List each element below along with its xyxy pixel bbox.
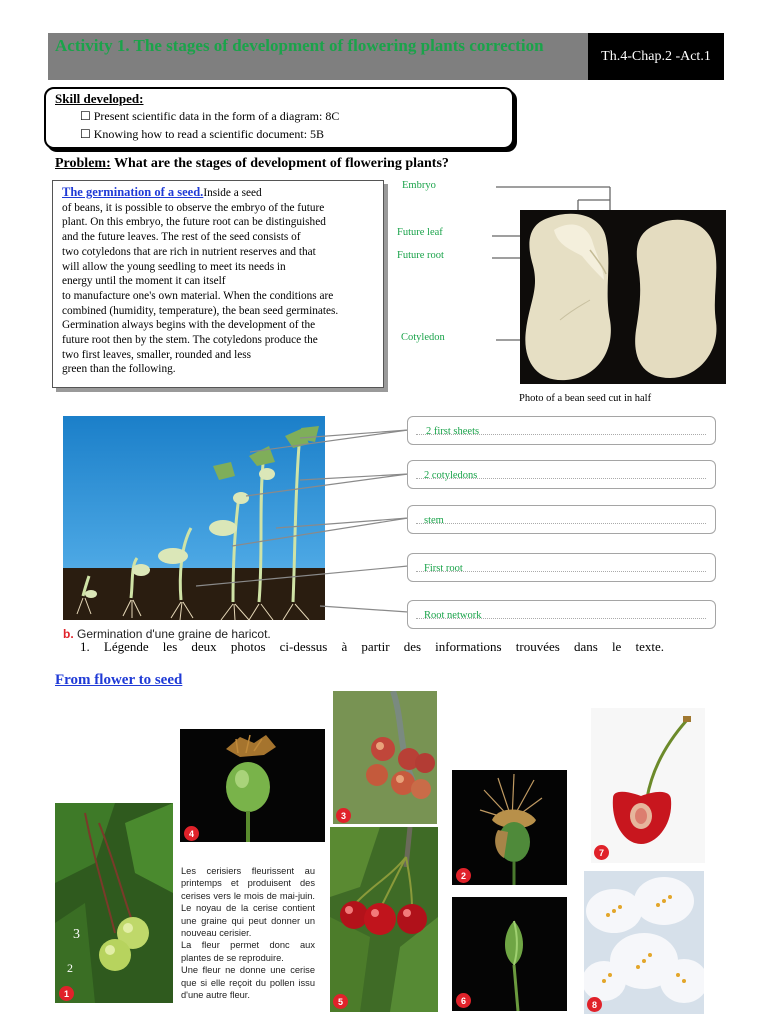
- problem-question: What are the stages of development of flowering plants?: [110, 156, 449, 171]
- photo-green-cherries: [55, 803, 173, 1003]
- problem-label: Problem:: [55, 156, 111, 171]
- germination-line: will allow the young seedling to meet its needs in: [62, 260, 286, 273]
- bean-seed-photo: [520, 210, 726, 384]
- photo-number-badge: 2: [456, 868, 471, 883]
- answer-label: Root network: [424, 610, 482, 621]
- label-future-root: Future root: [397, 250, 444, 261]
- caption-text: Germination d'une graine de haricot.: [73, 627, 271, 641]
- caption-letter: b.: [63, 627, 74, 641]
- photo-number-badge: 1: [59, 986, 74, 1001]
- page-title: Activity 1. The stages of development of flowering plants correction: [55, 36, 544, 55]
- germination-line: Germination always begins with the development of the: [62, 319, 316, 332]
- skill-item: ☐ Knowing how to read a scientific document: 5B: [80, 127, 325, 141]
- photo-mark: 3: [73, 927, 80, 942]
- answer-box[interactable]: [407, 416, 716, 445]
- photo-red-cherries: [330, 827, 438, 1012]
- skills-title: Skill developed:: [55, 91, 144, 106]
- germination-title: The germination of a seed.: [62, 185, 204, 199]
- germination-line: future root then by the stem. The cotyledons produce the: [62, 334, 318, 347]
- answer-label: stem: [424, 515, 444, 526]
- photo-cut-cherry: [591, 708, 705, 863]
- instruction: 1. Légende les deux photos ci-dessus à partir des informations trouvées dans le texte.: [80, 639, 664, 654]
- photo-number-badge: 8: [587, 997, 602, 1012]
- photo-number-badge: 5: [333, 994, 348, 1009]
- photo-number-badge: 7: [594, 845, 609, 860]
- flower-paragraph: La fleur permet donc aux plantes de se reproduire.: [181, 940, 315, 963]
- bean-photo-caption: Photo of a bean seed cut in half: [519, 393, 652, 404]
- flower-text: [181, 865, 315, 1001]
- germination-line: combined (humidity, temperature), the bean seed germinates.: [62, 304, 339, 317]
- photo-number-badge: 4: [184, 826, 199, 841]
- answer-label: 2 first sheets: [426, 426, 480, 437]
- answer-box[interactable]: [407, 553, 716, 582]
- flower-paragraph: Les cerisiers fleurissent au printemps et produisent des cerises vers le mois de mai-juin. Le noyau de la cerise contient une graine qui peut donner un nouveau cerisier.: [181, 866, 315, 939]
- photo-white-blossoms: [584, 871, 704, 1014]
- germination-line: plant. On this embryo, the future root can be distinguished: [62, 216, 326, 229]
- answer-label: First root: [424, 563, 463, 574]
- answer-box[interactable]: [407, 505, 716, 534]
- photo-mark: 2: [67, 961, 73, 975]
- activity-code: Th.4-Chap.2 -Act.1: [588, 33, 724, 80]
- answer-box[interactable]: [407, 460, 716, 489]
- skill-item: ☐ Present scientific data in the form of a diagram: 8C: [80, 109, 340, 123]
- germination-line: green than the following.: [62, 363, 176, 376]
- section-title: From flower to seed: [55, 672, 183, 688]
- answer-box[interactable]: [407, 600, 716, 629]
- label-cotyledon: Cotyledon: [401, 332, 445, 343]
- germination-line: two cotyledons that are rich in nutrient reserves and that: [62, 245, 316, 258]
- photo-flower-buds: [333, 691, 437, 824]
- answer-label: 2 cotyledons: [424, 470, 478, 481]
- germination-line: two first leaves, smaller, rounded and less: [62, 348, 252, 361]
- photo-number-badge: 3: [336, 808, 351, 823]
- germination-line: energy until the moment it can itself: [62, 275, 226, 288]
- germination-line: Inside a seed: [203, 187, 262, 199]
- germination-line: and the future leaves. The rest of the seed consists of: [62, 231, 301, 244]
- label-embryo: Embryo: [402, 180, 436, 191]
- photo-young-fruit: [180, 729, 325, 842]
- germination-line: to manufacture one's own material. When the conditions are: [62, 289, 334, 302]
- flower-paragraph: Une fleur ne donne une cerise que si elle reçoit du pollen issu d'une autre fleur.: [181, 965, 315, 1001]
- photo-number-badge: 6: [456, 993, 471, 1008]
- label-future-leaf: Future leaf: [397, 227, 443, 238]
- germination-line: of beans, it is possible to observe the embryo of the future: [62, 201, 325, 214]
- photo-green-bud: [452, 897, 567, 1011]
- photo-fading-flower: [452, 770, 567, 885]
